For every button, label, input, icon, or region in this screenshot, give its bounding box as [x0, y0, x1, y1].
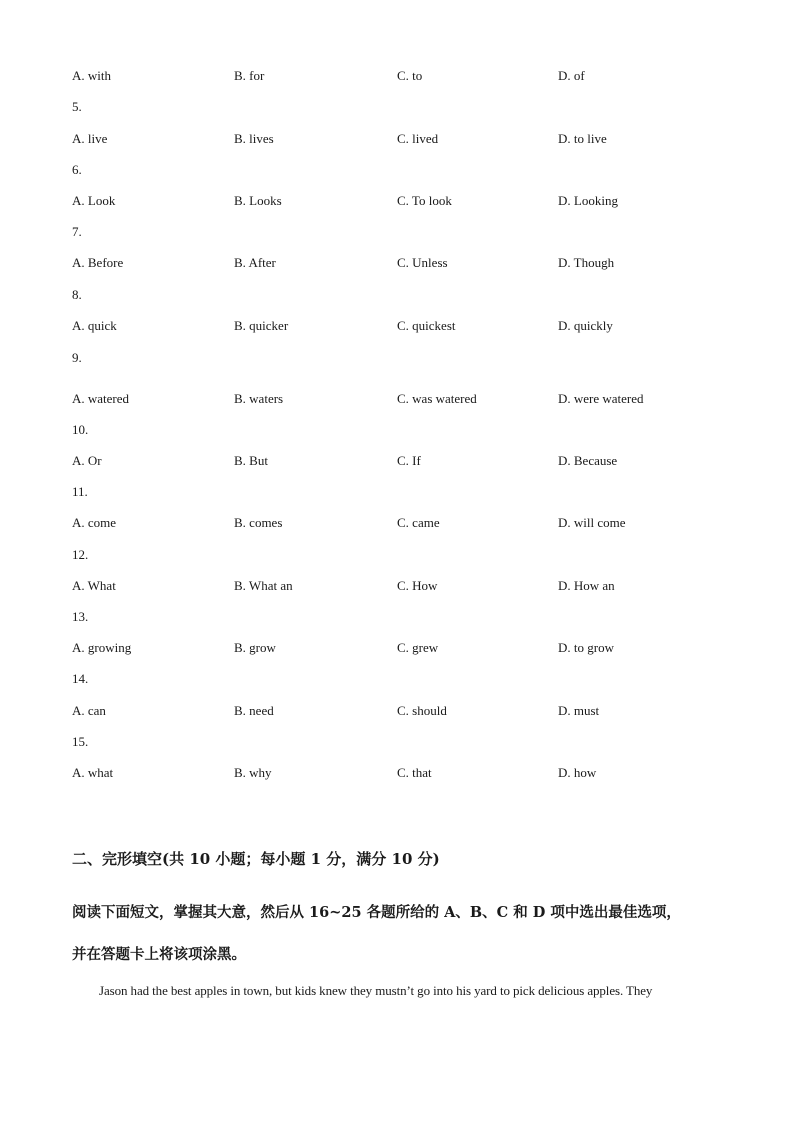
option-a: A. Before	[72, 255, 124, 270]
option-a: A. growing	[72, 640, 132, 655]
option-a: A. quick	[72, 318, 117, 333]
option-d: D. quickly	[558, 318, 613, 333]
option-c: C. that	[397, 765, 432, 780]
option-row-12	[0, 578, 794, 594]
section-title: 二、完形填空(共 10 小题；每小题 1 分，满分 10 分)	[72, 850, 440, 868]
option-b: B. quicker	[234, 318, 289, 333]
passage-text: Jason had the best apples in town, but kids knew they mustn’t go into his yard to pick delicious apples. They	[99, 983, 653, 998]
option-a: A. come	[72, 515, 117, 530]
option-c: C. How	[397, 578, 438, 593]
option-row-5	[0, 131, 794, 147]
option-d: D. how	[558, 765, 597, 780]
option-a: A. can	[72, 703, 106, 718]
option-b: B. But	[234, 453, 268, 468]
option-d: D. Looking	[558, 193, 618, 208]
option-row-7	[0, 255, 794, 271]
option-row-11	[0, 515, 794, 531]
option-b: B. After	[234, 255, 276, 270]
option-a: A. with	[72, 68, 111, 83]
option-a: A. What	[72, 578, 116, 593]
option-b: B. grow	[234, 640, 276, 655]
option-row-4	[0, 68, 794, 84]
question-number: 14.	[72, 671, 89, 686]
option-b: B. Looks	[234, 193, 282, 208]
option-row-15	[0, 765, 794, 781]
option-c: C. came	[397, 515, 440, 530]
option-row-14	[0, 703, 794, 719]
option-c: C. Unless	[397, 255, 448, 270]
question-number: 9.	[72, 350, 82, 365]
option-b: B. comes	[234, 515, 283, 530]
question-number: 5.	[72, 99, 82, 114]
option-d: D. to live	[558, 131, 607, 146]
option-a: A. watered	[72, 391, 130, 406]
option-a: A. what	[72, 765, 114, 780]
option-c: C. was watered	[397, 391, 477, 406]
question-number: 7.	[72, 224, 82, 239]
section-instruction-line-2: 并在答题卡上将该项涂黑。	[72, 946, 246, 963]
option-row-10	[0, 453, 794, 469]
option-b: B. need	[234, 703, 274, 718]
option-d: D. of	[558, 68, 585, 83]
option-d: D. were watered	[558, 391, 644, 406]
option-d: D. will come	[558, 515, 626, 530]
option-row-8	[0, 318, 794, 334]
option-c: C. If	[397, 453, 421, 468]
option-b: B. for	[234, 68, 265, 83]
question-number: 12.	[72, 547, 89, 562]
option-c: C. grew	[397, 640, 439, 655]
question-number: 15.	[72, 734, 89, 749]
section-instruction-line-1: 阅读下面短文，掌握其大意，然后从 16~25 各题所给的 A、B、C 和 D 项中选出最佳选项，	[72, 904, 681, 921]
option-d: D. must	[558, 703, 600, 718]
option-b: B. why	[234, 765, 272, 780]
option-b: B. lives	[234, 131, 274, 146]
question-number: 11.	[72, 484, 88, 499]
option-d: D. Though	[558, 255, 615, 270]
question-number: 13.	[72, 609, 89, 624]
option-row-13	[0, 640, 794, 656]
option-d: D. Because	[558, 453, 618, 468]
option-c: C. lived	[397, 131, 439, 146]
option-b: B. What an	[234, 578, 293, 593]
option-d: D. How an	[558, 578, 615, 593]
option-c: C. should	[397, 703, 447, 718]
option-row-9	[0, 391, 794, 407]
option-c: C. To look	[397, 193, 452, 208]
option-a: A. Or	[72, 453, 102, 468]
option-a: A. Look	[72, 193, 116, 208]
option-c: C. quickest	[397, 318, 456, 333]
option-a: A. live	[72, 131, 108, 146]
option-b: B. waters	[234, 391, 284, 406]
option-c: C. to	[397, 68, 423, 83]
option-d: D. to grow	[558, 640, 614, 655]
option-row-6	[0, 193, 794, 209]
question-number: 6.	[72, 162, 82, 177]
question-number: 8.	[72, 287, 82, 302]
question-number: 10.	[72, 422, 89, 437]
